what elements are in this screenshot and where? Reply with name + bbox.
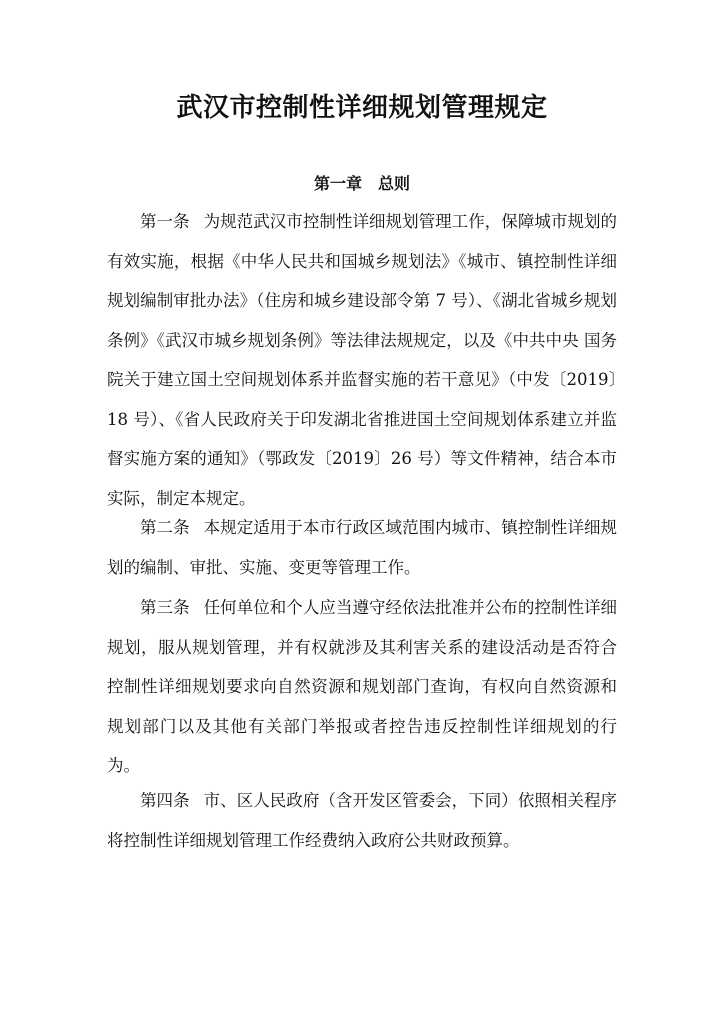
article-text: 任何单位和个人应当遵守经依法批准并公布的控制性详细规划，服从规划管理，并有权就涉及其利害关系的建设活动是否符合控制性详细规划要求向自然资源和规划部门查询，有权向自然资源和规划部门以及其他有关部门举报或者控告违反控制性详细规划的行为。: [107, 598, 618, 775]
article-text: 为规范武汉市控制性详细规划管理工作，保障城市规划的有效实施，根据《中华人民共和国城乡规划法》《城市、镇控制性详细规划编制审批办法》（住房和城乡建设部令第 7 号）、《湖北省城乡规划条例》《武汉市城乡规划条例》等法律法规规定，以及《中共中央 国务院关于建立国土空间规划体系并监督实施的若干意见》（中发〔2019〕18 号）、《省人民政府关于印发湖北省推进国土空间规划体系建立并监督实施方案的通知》（鄂政发〔2019〕26 号）等文件精神，结合本市实际，制定本规定。: [107, 212, 618, 508]
article-text: 本规定适用于本市行政区域范围内城市、镇控制性详细规划的编制、审批、实施、变更等管理工作。: [107, 518, 618, 577]
article-paragraph: [107, 781, 617, 860]
article-paragraph: [107, 588, 617, 786]
article-number: 第三条: [140, 598, 190, 617]
article-text: 市、区人民政府（含开发区管委会，下同）依照相关程序将控制性详细规划管理工作经费纳入政府公共财政预算。: [107, 791, 618, 850]
article-number: 第一条: [140, 212, 190, 231]
document-title: 武汉市控制性详细规划管理规定: [176, 93, 548, 123]
article-number: 第二条: [140, 518, 190, 537]
article-paragraph: [107, 202, 617, 518]
chapter-heading: 第一章 总则: [313, 174, 410, 193]
article-paragraph: [107, 508, 617, 587]
article-number: 第四条: [140, 791, 190, 810]
